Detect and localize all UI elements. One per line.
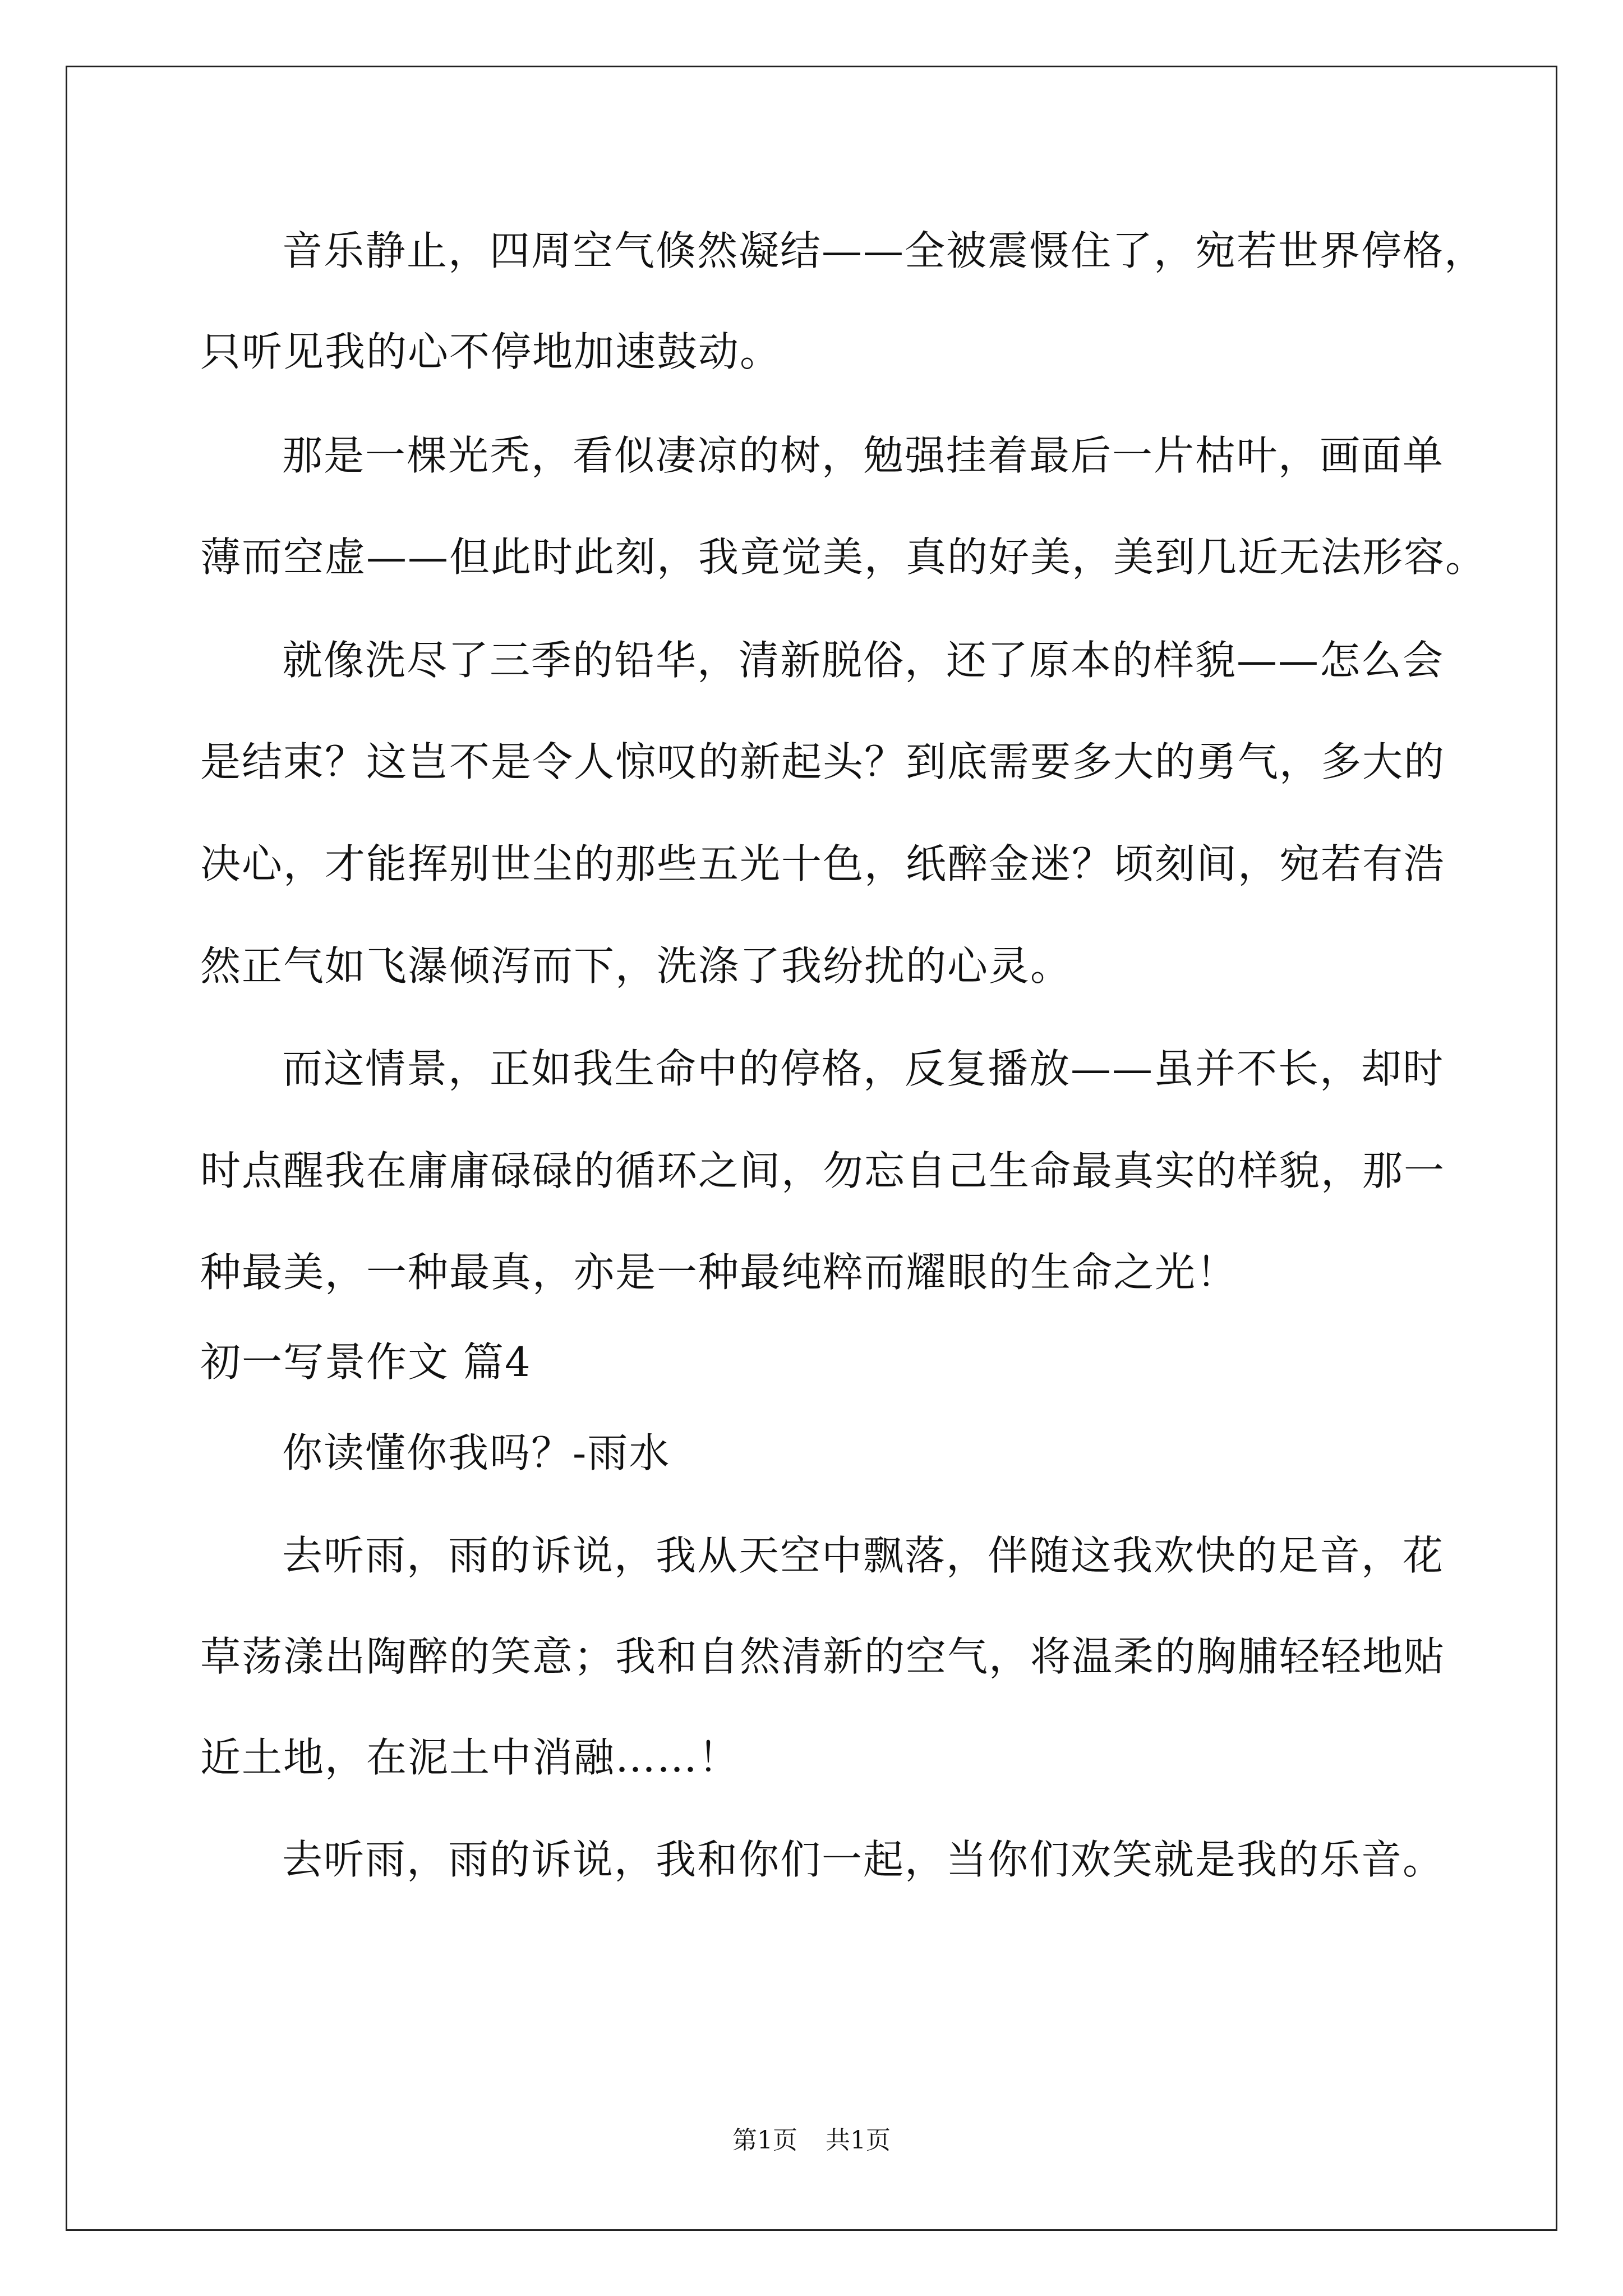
- paragraph-4-line-3: 种最美，一种最真，亦是一种最纯粹而耀眼的生命之光！: [200, 1249, 1238, 1296]
- paragraph-3-line-4: 然正气如飞瀑倾泻而下，洗涤了我纷扰的心灵。: [200, 942, 1072, 990]
- paragraph-3-line-1: 就像洗尽了三季的铅华，清新脱俗，还了原本的样貌——怎么会: [282, 637, 1445, 684]
- paragraph-5-line-3: 近土地，在泥土中消融……！: [200, 1734, 740, 1781]
- paragraph-4-line-2: 时点醒我在庸庸碌碌的循环之间，勿忘自己生命最真实的样貌，那一: [200, 1147, 1446, 1194]
- page-footer: [0, 2125, 1623, 2156]
- paragraph-2-line-2: 薄而空虚——但此时此刻，我竟觉美，真的好美，美到几近无法形容。: [200, 533, 1487, 581]
- subtitle-line: 你读懂你我吗？-雨水: [282, 1429, 671, 1476]
- paragraph-3-line-2: 是结束？这岂不是令人惊叹的新起头？到底需要多大的勇气，多大的: [200, 738, 1446, 785]
- paragraph-1-line-1: 音乐静止，四周空气倏然凝结——全被震慑住了，宛若世界停格，: [282, 227, 1486, 274]
- paragraph-5-line-1: 去听雨，雨的诉说，我从天空中飘落，伴随这我欢快的足音，花: [282, 1532, 1445, 1579]
- paragraph-2-line-1: 那是一棵光秃，看似凄凉的树，勉强挂着最后一片枯叶，画面单: [282, 432, 1445, 479]
- page-total: 共1页: [826, 2126, 891, 2155]
- paragraph-6-line-1: 去听雨，雨的诉说，我和你们一起，当你们欢笑就是我的乐音。: [282, 1836, 1445, 1883]
- paragraph-5-line-2: 草荡漾出陶醉的笑意；我和自然清新的空气，将温柔的胸脯轻轻地贴: [200, 1633, 1446, 1680]
- page-number: 第1页: [732, 2126, 797, 2155]
- paragraph-3-line-3: 决心，才能挥别世尘的那些五光十色，纸醉金迷？顷刻间，宛若有浩: [200, 840, 1446, 887]
- section-heading: 初一写景作文 篇4: [200, 1338, 532, 1386]
- paragraph-4-line-1: 而这情景，正如我生命中的停格，反复播放——虽并不长，却时: [282, 1045, 1445, 1092]
- paragraph-1-line-2: 只听见我的心不停地加速鼓动。: [200, 328, 782, 375]
